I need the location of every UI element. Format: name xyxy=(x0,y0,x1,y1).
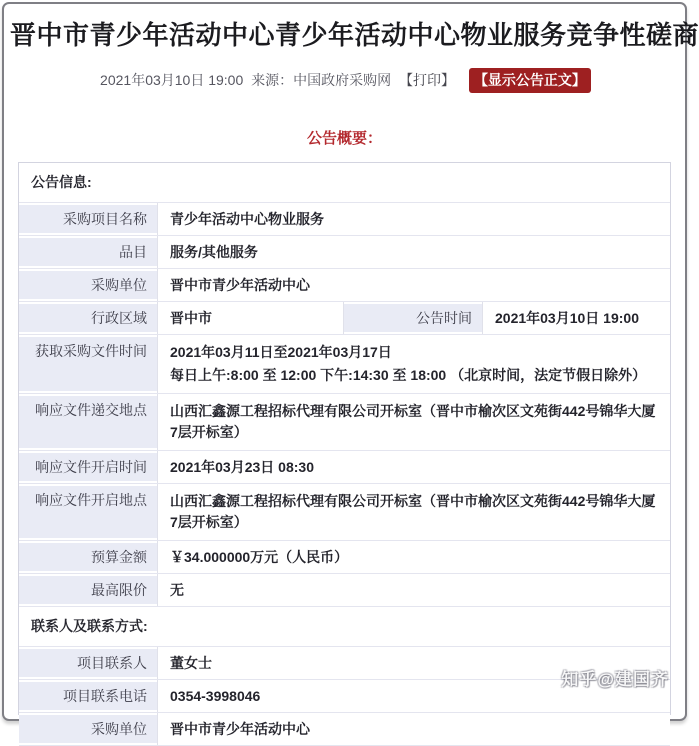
row-label: 响应文件开启时间 xyxy=(19,451,158,483)
row-label: 采购单位 xyxy=(19,713,158,745)
row-label: 获取采购文件时间 xyxy=(19,335,158,393)
table-row xyxy=(19,236,670,269)
table-row xyxy=(19,680,670,713)
row-label: 最高限价 xyxy=(19,574,158,606)
row-value: 2021年03月10日 19:00 xyxy=(483,302,670,334)
table-section-header xyxy=(19,607,670,647)
row-value: 山西汇鑫源工程招标代理有限公司开标室（晋中市榆次区文苑街442号锦华大厦7层开标室） xyxy=(158,394,670,450)
row-value: 山西汇鑫源工程招标代理有限公司开标室（晋中市榆次区文苑街442号锦华大厦7层开标室） xyxy=(158,484,670,540)
row-label: 项目联系人 xyxy=(19,647,158,679)
table-row xyxy=(19,713,670,746)
table-section-header xyxy=(19,163,670,203)
table-row xyxy=(19,574,670,607)
row-value: 晋中市青少年活动中心 xyxy=(158,713,670,745)
row-value: 青少年活动中心物业服务 xyxy=(158,203,670,235)
row-value: 服务/其他服务 xyxy=(158,236,670,268)
announcement-page xyxy=(2,2,699,737)
row-value: 2021年03月23日 08:30 xyxy=(158,451,670,483)
table-row xyxy=(19,335,670,394)
show-full-announcement-button[interactable]: 【显示公告正文】 xyxy=(469,68,591,93)
row-label: 预算金额 xyxy=(19,541,158,573)
table-row xyxy=(19,451,670,484)
meta-line xyxy=(4,68,685,93)
row-value xyxy=(158,335,670,393)
row-value: ￥34.000000万元（人民币） xyxy=(158,541,670,573)
row-label: 采购单位 xyxy=(19,269,158,301)
section-title: 公告信息: xyxy=(19,163,670,202)
section-title: 联系人及联系方式: xyxy=(19,607,670,646)
row-label: 项目联系电话 xyxy=(19,680,158,712)
summary-heading: 公告概要： xyxy=(306,130,382,147)
table-row xyxy=(19,647,670,680)
row-value: 0354-3998046 xyxy=(158,680,670,712)
table-row xyxy=(19,203,670,236)
row-value: 无 xyxy=(158,574,670,606)
table-row xyxy=(19,484,670,541)
row-label: 行政区域 xyxy=(19,302,158,334)
table-row xyxy=(19,302,670,335)
row-label: 采购项目名称 xyxy=(19,203,158,235)
row-label: 公告时间 xyxy=(343,302,483,334)
source-text: 来源：中国政府采购网 xyxy=(251,72,392,88)
row-label: 响应文件递交地点 xyxy=(19,394,158,450)
row-value: 晋中市青少年活动中心 xyxy=(158,269,670,301)
print-link[interactable]: 【打印】 xyxy=(399,72,456,88)
table-row xyxy=(19,394,670,451)
row-value: 董女士 xyxy=(158,647,670,679)
row-label: 响应文件开启地点 xyxy=(19,484,158,540)
table-row xyxy=(19,269,670,302)
publish-datetime: 2021年03月10日 19:00 xyxy=(100,72,244,88)
row-label: 品目 xyxy=(19,236,158,268)
row-value: 晋中市 xyxy=(158,302,343,334)
announcement-info-table xyxy=(18,162,671,737)
row-value-line2: 每日上午:8:00 至 12:00 下午:14:30 至 18:00 （北京时间，法定节假日除外） xyxy=(170,367,647,383)
page-title: 晋中市青少年活动中心青少年活动中心物业服务竞争性磋商 xyxy=(10,20,699,50)
table-row xyxy=(19,541,670,574)
row-value-line1: 2021年03月11日至2021年03月17日 xyxy=(170,344,392,360)
zhihu-watermark: 知乎@建国齐 xyxy=(561,670,669,689)
